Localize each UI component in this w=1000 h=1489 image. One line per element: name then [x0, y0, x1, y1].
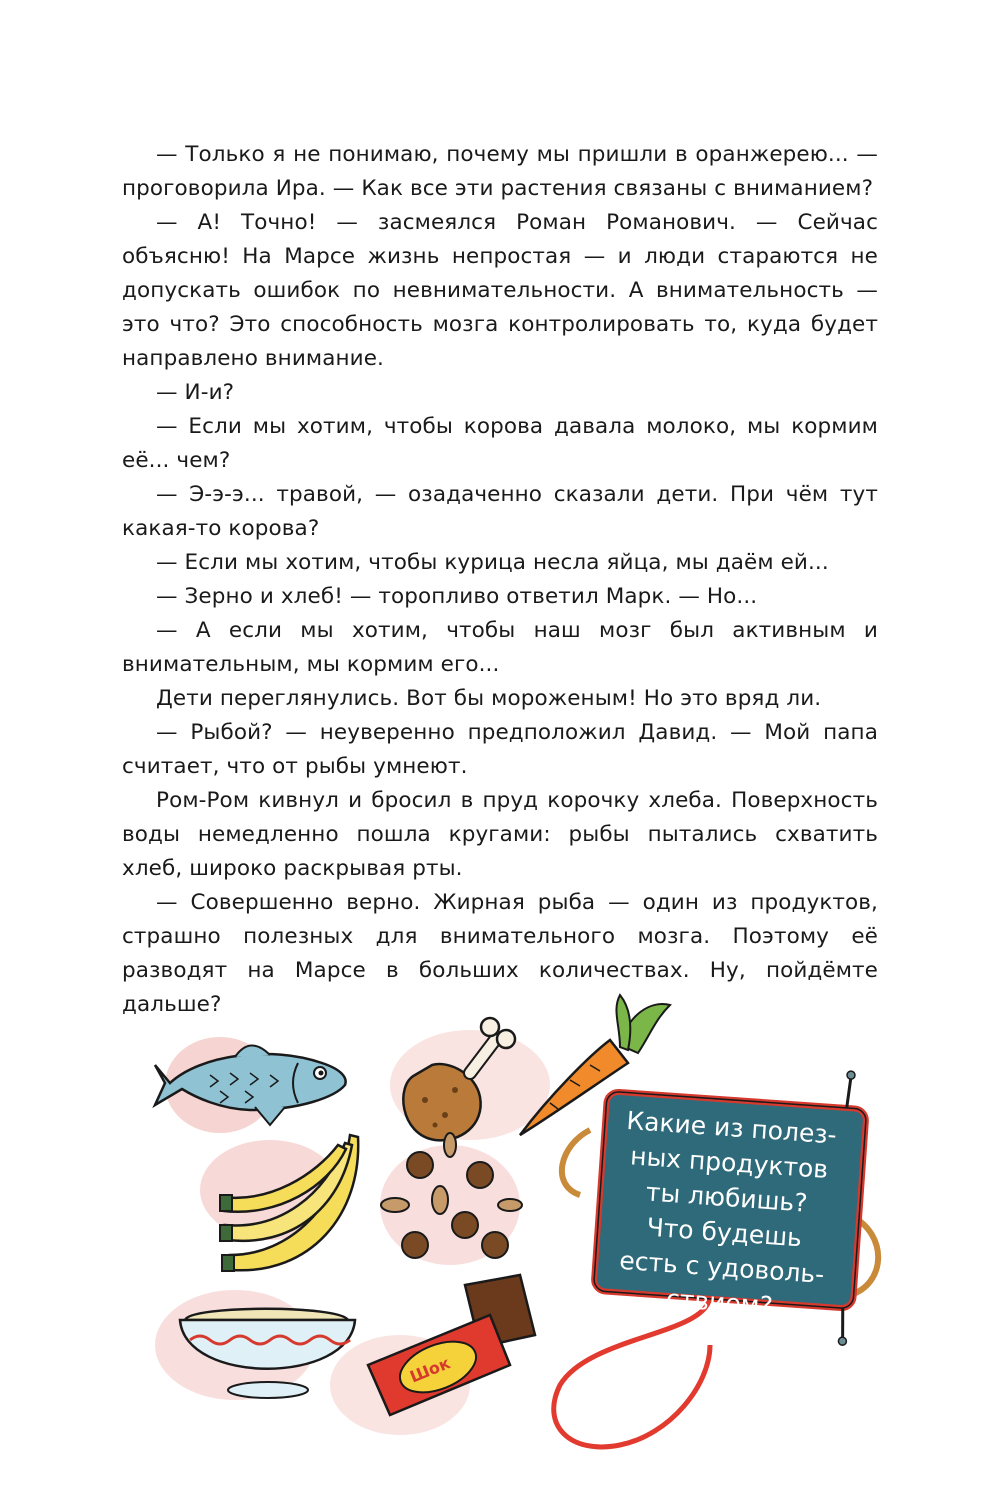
paragraph: — Если мы хотим, чтобы курица несла яйца, мы даём ей...	[156, 550, 829, 575]
paragraph: — А если мы хотим, чтобы наш мозг был активным и внимательным, мы кормим его...	[122, 618, 878, 677]
board-line: ных продуктов	[629, 1141, 830, 1185]
paragraph: Ром-Ром кивнул и бросил в пруд корочку хлеба. Поверхность воды немедленно пошла кругами: рыбы пытались схватить хлеб, широко раскрывая рты.	[122, 788, 878, 881]
paragraph: — Зерно и хлеб! — торопливо ответил Марк. — Но...	[156, 584, 758, 609]
paragraph: — Только я не понимаю, почему мы пришли в оранжерею... — проговорила Ира. — Как все эти растения связаны с вниманием?	[122, 142, 878, 201]
chocolate-wrapper-label: Шок	[407, 1353, 453, 1387]
board-line: Какие из полез-	[625, 1105, 838, 1150]
paragraph: Дети переглянулись. Вот бы мороженым! Но это вряд ли.	[156, 686, 822, 711]
story-text	[122, 138, 878, 1022]
paragraph: — И-и?	[156, 380, 235, 405]
board-line: Что будешь	[645, 1212, 803, 1253]
board-line: есть с удоволь-	[618, 1245, 826, 1290]
paragraph: — Э-э-э... травой, — озадаченно сказали дети. При чём тут какая-то корова?	[122, 482, 878, 541]
paragraph: — Совершенно верно. Жирная рыба — один из продуктов, страшно полезных для внимательного мозга. Поэтому её разводят на Марсе в больших количествах. Ну, пойдёмте дальше?	[122, 890, 878, 1017]
board-question	[582, 1101, 867, 1344]
paragraph: — Рыбой? — неуверенно предположил Давид. — Мой папа считает, что от рыбы умнеют.	[122, 720, 878, 779]
board-line: ствием?	[665, 1284, 774, 1321]
board-line: ты любишь?	[645, 1177, 809, 1218]
paragraph: — Если мы хотим, чтобы корова давала молоко, мы кормим её... чем?	[122, 414, 878, 473]
paragraph: — А! Точно! — засмеялся Роман Романович. — Сейчас объясню! На Марсе жизнь непростая — и люди стараются не допускать ошибок по невнимательности. А внимательность — это что? Это способность мозга контролировать то, куда будет направлено внимание.	[122, 210, 878, 371]
